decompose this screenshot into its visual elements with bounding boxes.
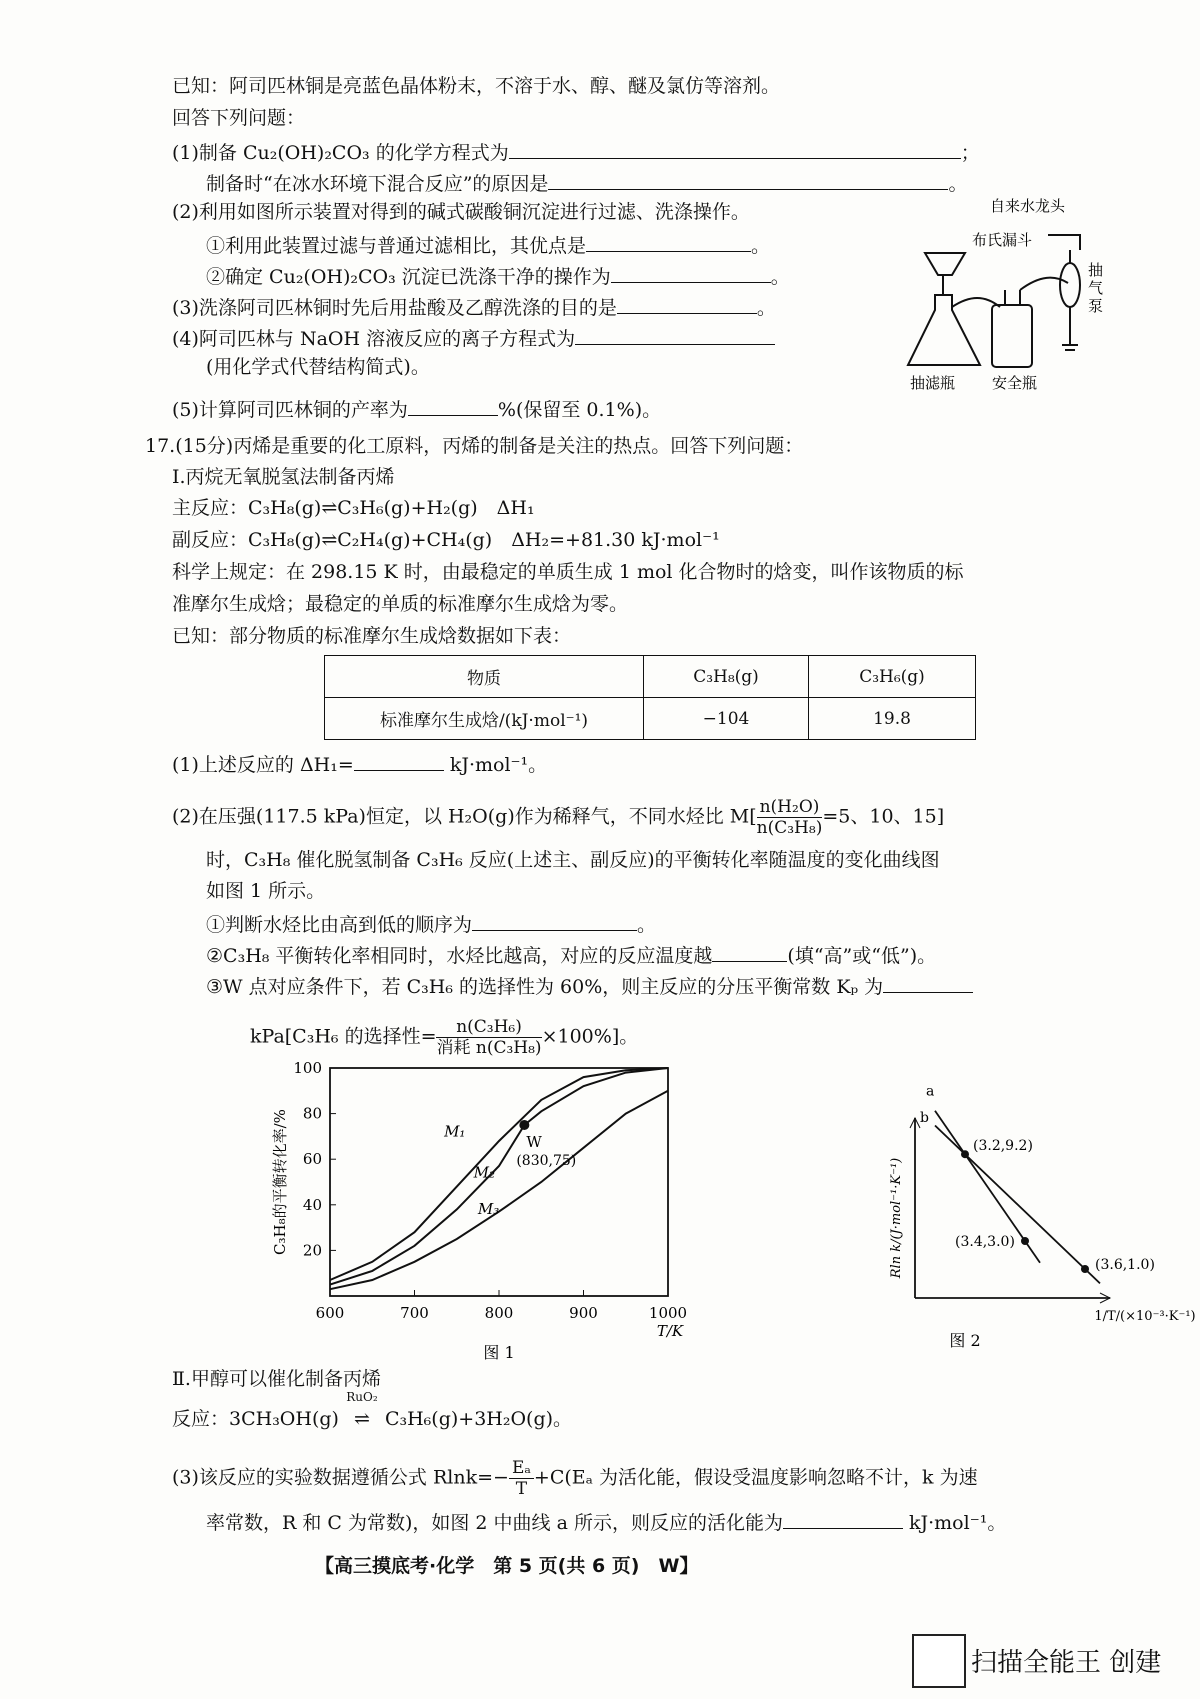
y-tick-label: 60 bbox=[302, 1150, 322, 1169]
q16-2a: ①利用此装置过滤与普通过滤相比，其优点是 。 bbox=[206, 229, 770, 260]
answer-blank[interactable] bbox=[408, 393, 498, 416]
q16-2b: ②确定 Cu₂(OH)₂CO₃ 沉淀已洗涤干净的操作为 。 bbox=[206, 260, 790, 291]
q17-2-2: ②C₃H₈ 平衡转化率相同时，水烃比越高，对应的反应温度越 (填“高”或“低”)。 bbox=[206, 939, 936, 970]
answer-blank[interactable] bbox=[575, 322, 775, 345]
q16-4: (4)阿司匹林与 NaOH 溶液反应的离子方程式为 bbox=[172, 322, 775, 353]
funnel-label: 布氏漏斗 bbox=[972, 231, 1033, 249]
filtration-apparatus bbox=[880, 195, 1110, 395]
x-tick-label: 1000 bbox=[648, 1304, 688, 1322]
point-w-label: W bbox=[526, 1133, 542, 1151]
series-line-M₂ bbox=[330, 1068, 668, 1285]
plot-frame bbox=[330, 1068, 668, 1296]
x-tick-label: 600 bbox=[315, 1304, 345, 1322]
q17-2-1: ①判断水烃比由高到低的顺序为 。 bbox=[206, 908, 656, 939]
q17-selectivity: kPa[C₃H₆ 的选择性= n(C₃H₆) 消耗 n(C₃H₈) ×100%]。 bbox=[250, 1017, 639, 1058]
aspirator-pump-icon bbox=[1060, 263, 1080, 307]
answer-blank[interactable] bbox=[883, 970, 973, 993]
table-cell: −104 bbox=[644, 698, 809, 740]
fraction-denominator: T bbox=[515, 1479, 528, 1499]
q16-2: (2)利用如图所示装置对得到的碱式碳酸铜沉淀进行过滤、洗涤操作。 bbox=[172, 201, 750, 223]
line-label-a: a bbox=[926, 1083, 935, 1100]
figure-1-chart bbox=[255, 1058, 695, 1362]
data-point bbox=[961, 1150, 969, 1158]
answer-blank[interactable] bbox=[611, 260, 771, 283]
page-footer: 【高三摸底考·化学 第 5 页(共 6 页) W】 bbox=[315, 1555, 699, 1577]
series-label: M₁ bbox=[444, 1122, 466, 1141]
q16-1b: 制备时“在冰水环境下混合反应”的原因是 。 bbox=[206, 167, 967, 198]
x-axis-label: 1/T/(×10⁻³·K⁻¹) bbox=[1094, 1309, 1196, 1324]
fraction-numerator: Eₐ bbox=[509, 1458, 534, 1479]
q17-2a: (2)在压强(117.5 kPa)恒定，以 H₂O(g)作为稀释气，不同水烃比 M[ $\frac{\text{n(H₂O)}}{\text{n(C₃H₈)}}$ =5、10、15] bbox=[172, 797, 945, 838]
pump-label-2: 气 bbox=[1088, 279, 1104, 297]
q17-reaction: 反应：3CH₃OH(g) RuO₂ ⇌ C₃H₆(g)+3H₂O(g)。 bbox=[172, 1390, 573, 1430]
q16-3: (3)洗涤阿司匹林铜时先后用盐酸及乙醇洗涤的目的是 。 bbox=[172, 291, 776, 322]
known-text: 已知：阿司匹林铜是亮蓝色晶体粉末，不溶于水、醇、醚及氯仿等溶剂。 bbox=[172, 75, 781, 97]
q17-def2: 准摩尔生成焓；最稳定的单质的标准摩尔生成焓为零。 bbox=[172, 593, 629, 615]
series-label: M₂ bbox=[473, 1163, 496, 1182]
point-w-coord: (830,75) bbox=[516, 1153, 577, 1169]
data-point bbox=[1081, 1265, 1089, 1273]
figure-2-chart bbox=[780, 1083, 1196, 1358]
answer-blank[interactable] bbox=[617, 291, 757, 314]
answer-blank[interactable] bbox=[509, 136, 961, 159]
enthalpy-table bbox=[324, 655, 976, 740]
line-label-b: b bbox=[920, 1110, 929, 1126]
fraction-numerator: n(C₃H₆) bbox=[436, 1017, 541, 1038]
scanner-watermark: 扫描全能王 创建 bbox=[971, 1648, 1162, 1678]
fraction-numerator: n(H₂O) bbox=[757, 797, 823, 818]
q16-5: (5)计算阿司匹林铜的产率为 %(保留至 0.1%)。 bbox=[172, 393, 661, 424]
q17-2c: 时，C₃H₈ 催化脱氢制备 C₃H₆ 反应(上述主、副反应)的平衡转化率随温度的变化曲线图 bbox=[206, 849, 940, 871]
y-tick-label: 20 bbox=[302, 1241, 322, 1260]
answer-blank[interactable] bbox=[712, 939, 787, 962]
table-cell: 标准摩尔生成焓/(kJ·mol⁻¹) bbox=[325, 698, 644, 740]
x-tick-label: 900 bbox=[569, 1304, 598, 1322]
answer-blank[interactable] bbox=[548, 167, 948, 190]
data-point-label: (3.6,1.0) bbox=[1095, 1257, 1155, 1273]
q17-2-3: ③W 点对应条件下，若 C₃H₆ 的选择性为 60%，则主反应的分压平衡常数 Kₚ 为 bbox=[206, 970, 973, 1001]
suction-flask-icon bbox=[908, 295, 980, 365]
y-axis-label: C₃H₈的平衡转化率/% bbox=[271, 1109, 289, 1255]
answer-blank[interactable] bbox=[354, 748, 444, 771]
data-point-label: (3.4,3.0) bbox=[955, 1234, 1015, 1250]
fraction-denominator: n(C₃H₈) bbox=[756, 818, 823, 838]
series-line-M₁ bbox=[330, 1068, 668, 1280]
figure-caption: 图 1 bbox=[483, 1343, 515, 1362]
table-header: 物质 bbox=[325, 656, 644, 698]
q16-4b: (用化学式代替结构简式)。 bbox=[206, 356, 430, 378]
answer-prompt: 回答下列问题： bbox=[172, 107, 306, 129]
table-header: C₃H₆(g) bbox=[809, 656, 976, 698]
point-w bbox=[519, 1120, 529, 1130]
q17-s2: Ⅱ.甲醇可以催化制备丙烯 bbox=[172, 1368, 381, 1390]
table-cell: 19.8 bbox=[809, 698, 976, 740]
qr-code-icon bbox=[912, 1634, 966, 1688]
q17-3a: (3)该反应的实验数据遵循公式 Rlnk=− $\frac{\text{Eₐ}}{T}$ +C(Eₐ 为活化能，假设受温度影响忽略不计，k 为速 bbox=[172, 1458, 978, 1499]
q17-3c: 率常数，R 和 C 为常数)，如图 2 中曲线 a 所示，则反应的活化能为 kJ·mol⁻¹。 bbox=[206, 1506, 1006, 1537]
catalyst-label: RuO₂ bbox=[346, 1390, 378, 1404]
series-line-M₃ bbox=[330, 1091, 668, 1289]
y-axis-label: Rln k/(J·mol⁻¹·K⁻¹) bbox=[889, 1157, 904, 1279]
x-tick-label: 700 bbox=[400, 1304, 429, 1322]
q17-s1: Ⅰ.丙烷无氧脱氢法制备丙烯 bbox=[172, 466, 395, 488]
q16-1a: (1)制备 Cu₂(OH)₂CO₃ 的化学方程式为 ； bbox=[172, 136, 980, 167]
fraction-denominator: 消耗 n(C₃H₈) bbox=[436, 1038, 542, 1058]
answer-blank[interactable] bbox=[586, 229, 751, 252]
q17-1: (1)上述反应的 ΔH₁= kJ·mol⁻¹。 bbox=[172, 748, 547, 779]
q17-side: 副反应：C₃H₈(g)⇌C₂H₄(g)+CH₄(g) ΔH₂=+81.30 kJ·mol⁻¹ bbox=[172, 529, 720, 551]
x-axis-label: T/K bbox=[656, 1322, 684, 1340]
y-tick-label: 80 bbox=[302, 1104, 322, 1123]
data-point bbox=[1021, 1237, 1029, 1245]
table-header: C₃H₈(g) bbox=[644, 656, 809, 698]
series-label: M₃ bbox=[477, 1199, 500, 1218]
figure-caption: 图 2 bbox=[949, 1331, 981, 1350]
buchner-funnel-icon bbox=[925, 253, 965, 275]
faucet-label: 自来水龙头 bbox=[990, 197, 1066, 215]
y-tick-label: 40 bbox=[302, 1195, 322, 1214]
pump-label-3: 泵 bbox=[1088, 297, 1104, 315]
q17-def1: 科学上规定：在 298.15 K 时，由最稳定的单质生成 1 mol 化合物时的焓变，叫作该物质的标 bbox=[172, 561, 964, 583]
q17-2d: 如图 1 所示。 bbox=[206, 880, 326, 902]
answer-blank[interactable] bbox=[783, 1506, 903, 1529]
q17-main: 主反应：C₃H₈(g)⇌C₃H₆(g)+H₂(g) ΔH₁ bbox=[172, 497, 535, 519]
safety-bottle-icon bbox=[992, 305, 1032, 367]
y-tick-label: 100 bbox=[293, 1059, 322, 1077]
q17-known: 已知：部分物质的标准摩尔生成焓数据如下表： bbox=[172, 625, 572, 647]
safety-label: 安全瓶 bbox=[992, 374, 1038, 392]
q17-head: 17.(15分)丙烯是重要的化工原料，丙烯的制备是关注的热点。回答下列问题： bbox=[145, 435, 804, 457]
data-point-label: (3.2,9.2) bbox=[973, 1138, 1033, 1155]
pump-label-1: 抽 bbox=[1088, 261, 1104, 279]
faucet-icon bbox=[1062, 235, 1080, 263]
answer-blank[interactable] bbox=[472, 908, 637, 931]
flask-label: 抽滤瓶 bbox=[910, 374, 956, 392]
x-tick-label: 800 bbox=[484, 1304, 514, 1322]
